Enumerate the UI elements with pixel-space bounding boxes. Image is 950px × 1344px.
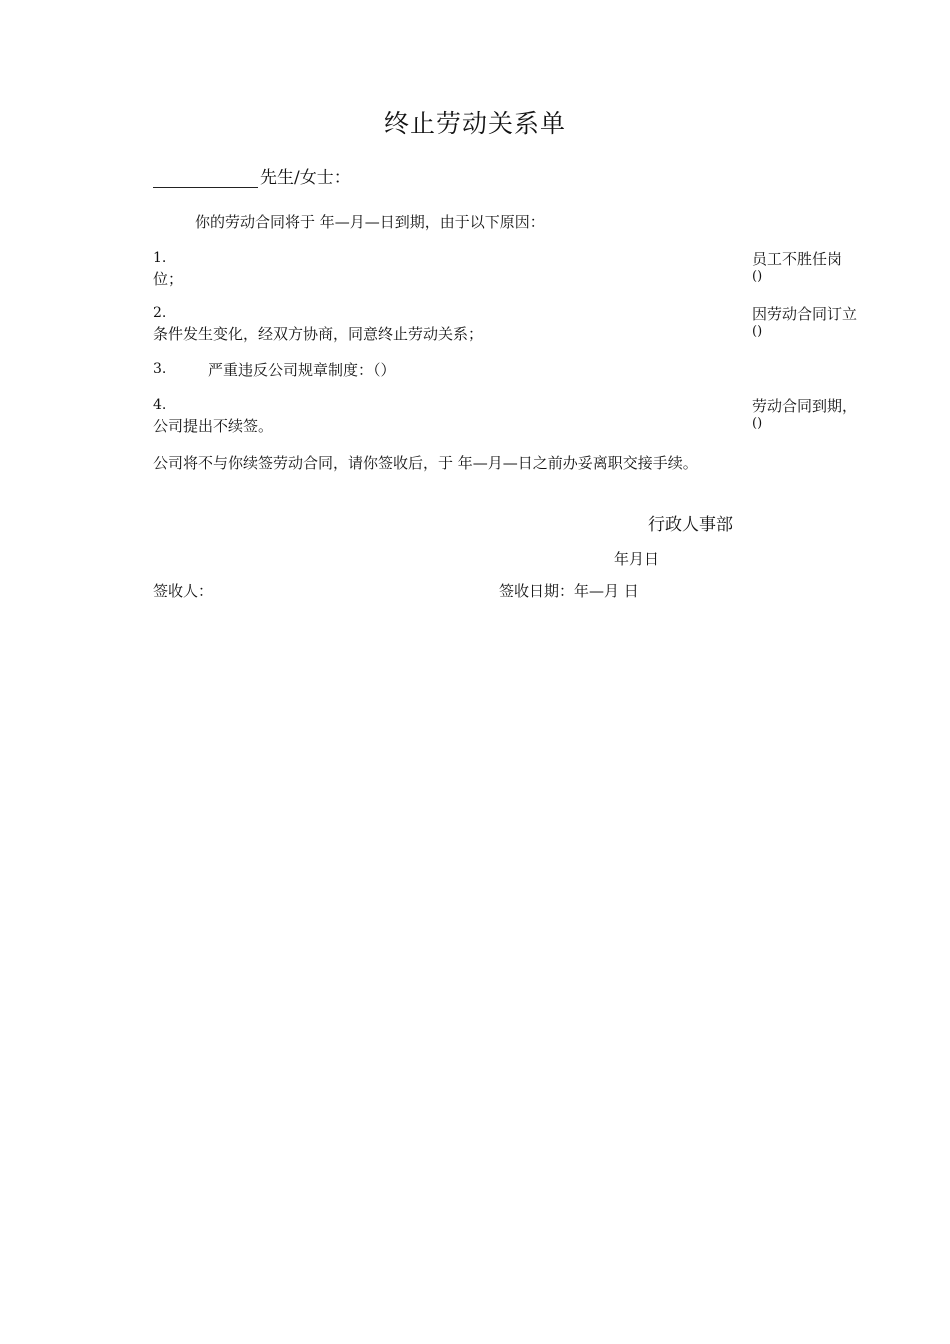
intro-paragraph: 你的劳动合同将于 年—月—日到期，由于以下原因： [195,213,545,231]
issue-date: 年月日 [614,550,660,568]
reason-1-checkbox: () [752,269,763,284]
reason-2-checkbox: () [752,324,763,339]
reason-4-continuation: 公司提出不续签。 [153,417,274,435]
department-signature: 行政人事部 [648,515,733,535]
reason-1-continuation: 位； [153,270,184,288]
recipient-label: 签收人： [153,582,214,600]
reason-3-text: 严重违反公司规章制度：（） [208,361,396,379]
document-title: 终止劳动关系单 [383,109,566,138]
reason-4-text: 劳动合同到期， [752,397,858,415]
reason-2-continuation: 条件发生变化，经双方协商，同意终止劳动关系； [153,325,484,343]
reason-2-number: 2. [153,305,167,321]
reason-3-number: 3. [153,361,167,377]
salutation-line [153,163,351,188]
reason-4-number: 4. [153,397,167,413]
reason-2-text: 因劳动合同订立 [752,305,858,323]
conclusion-paragraph: 公司将不与你续签劳动合同，请你签收后，于 年—月—日之前办妥离职交接手续。 [153,454,698,472]
reason-1-text: 员工不胜任岗 [752,250,843,268]
reason-1-number: 1. [153,250,167,266]
reason-4-checkbox: () [752,416,763,431]
receipt-date-label: 签收日期：年—月 日 [499,582,639,600]
salutation-suffix: 先生/女士： [260,168,351,188]
name-blank-line [153,170,258,188]
